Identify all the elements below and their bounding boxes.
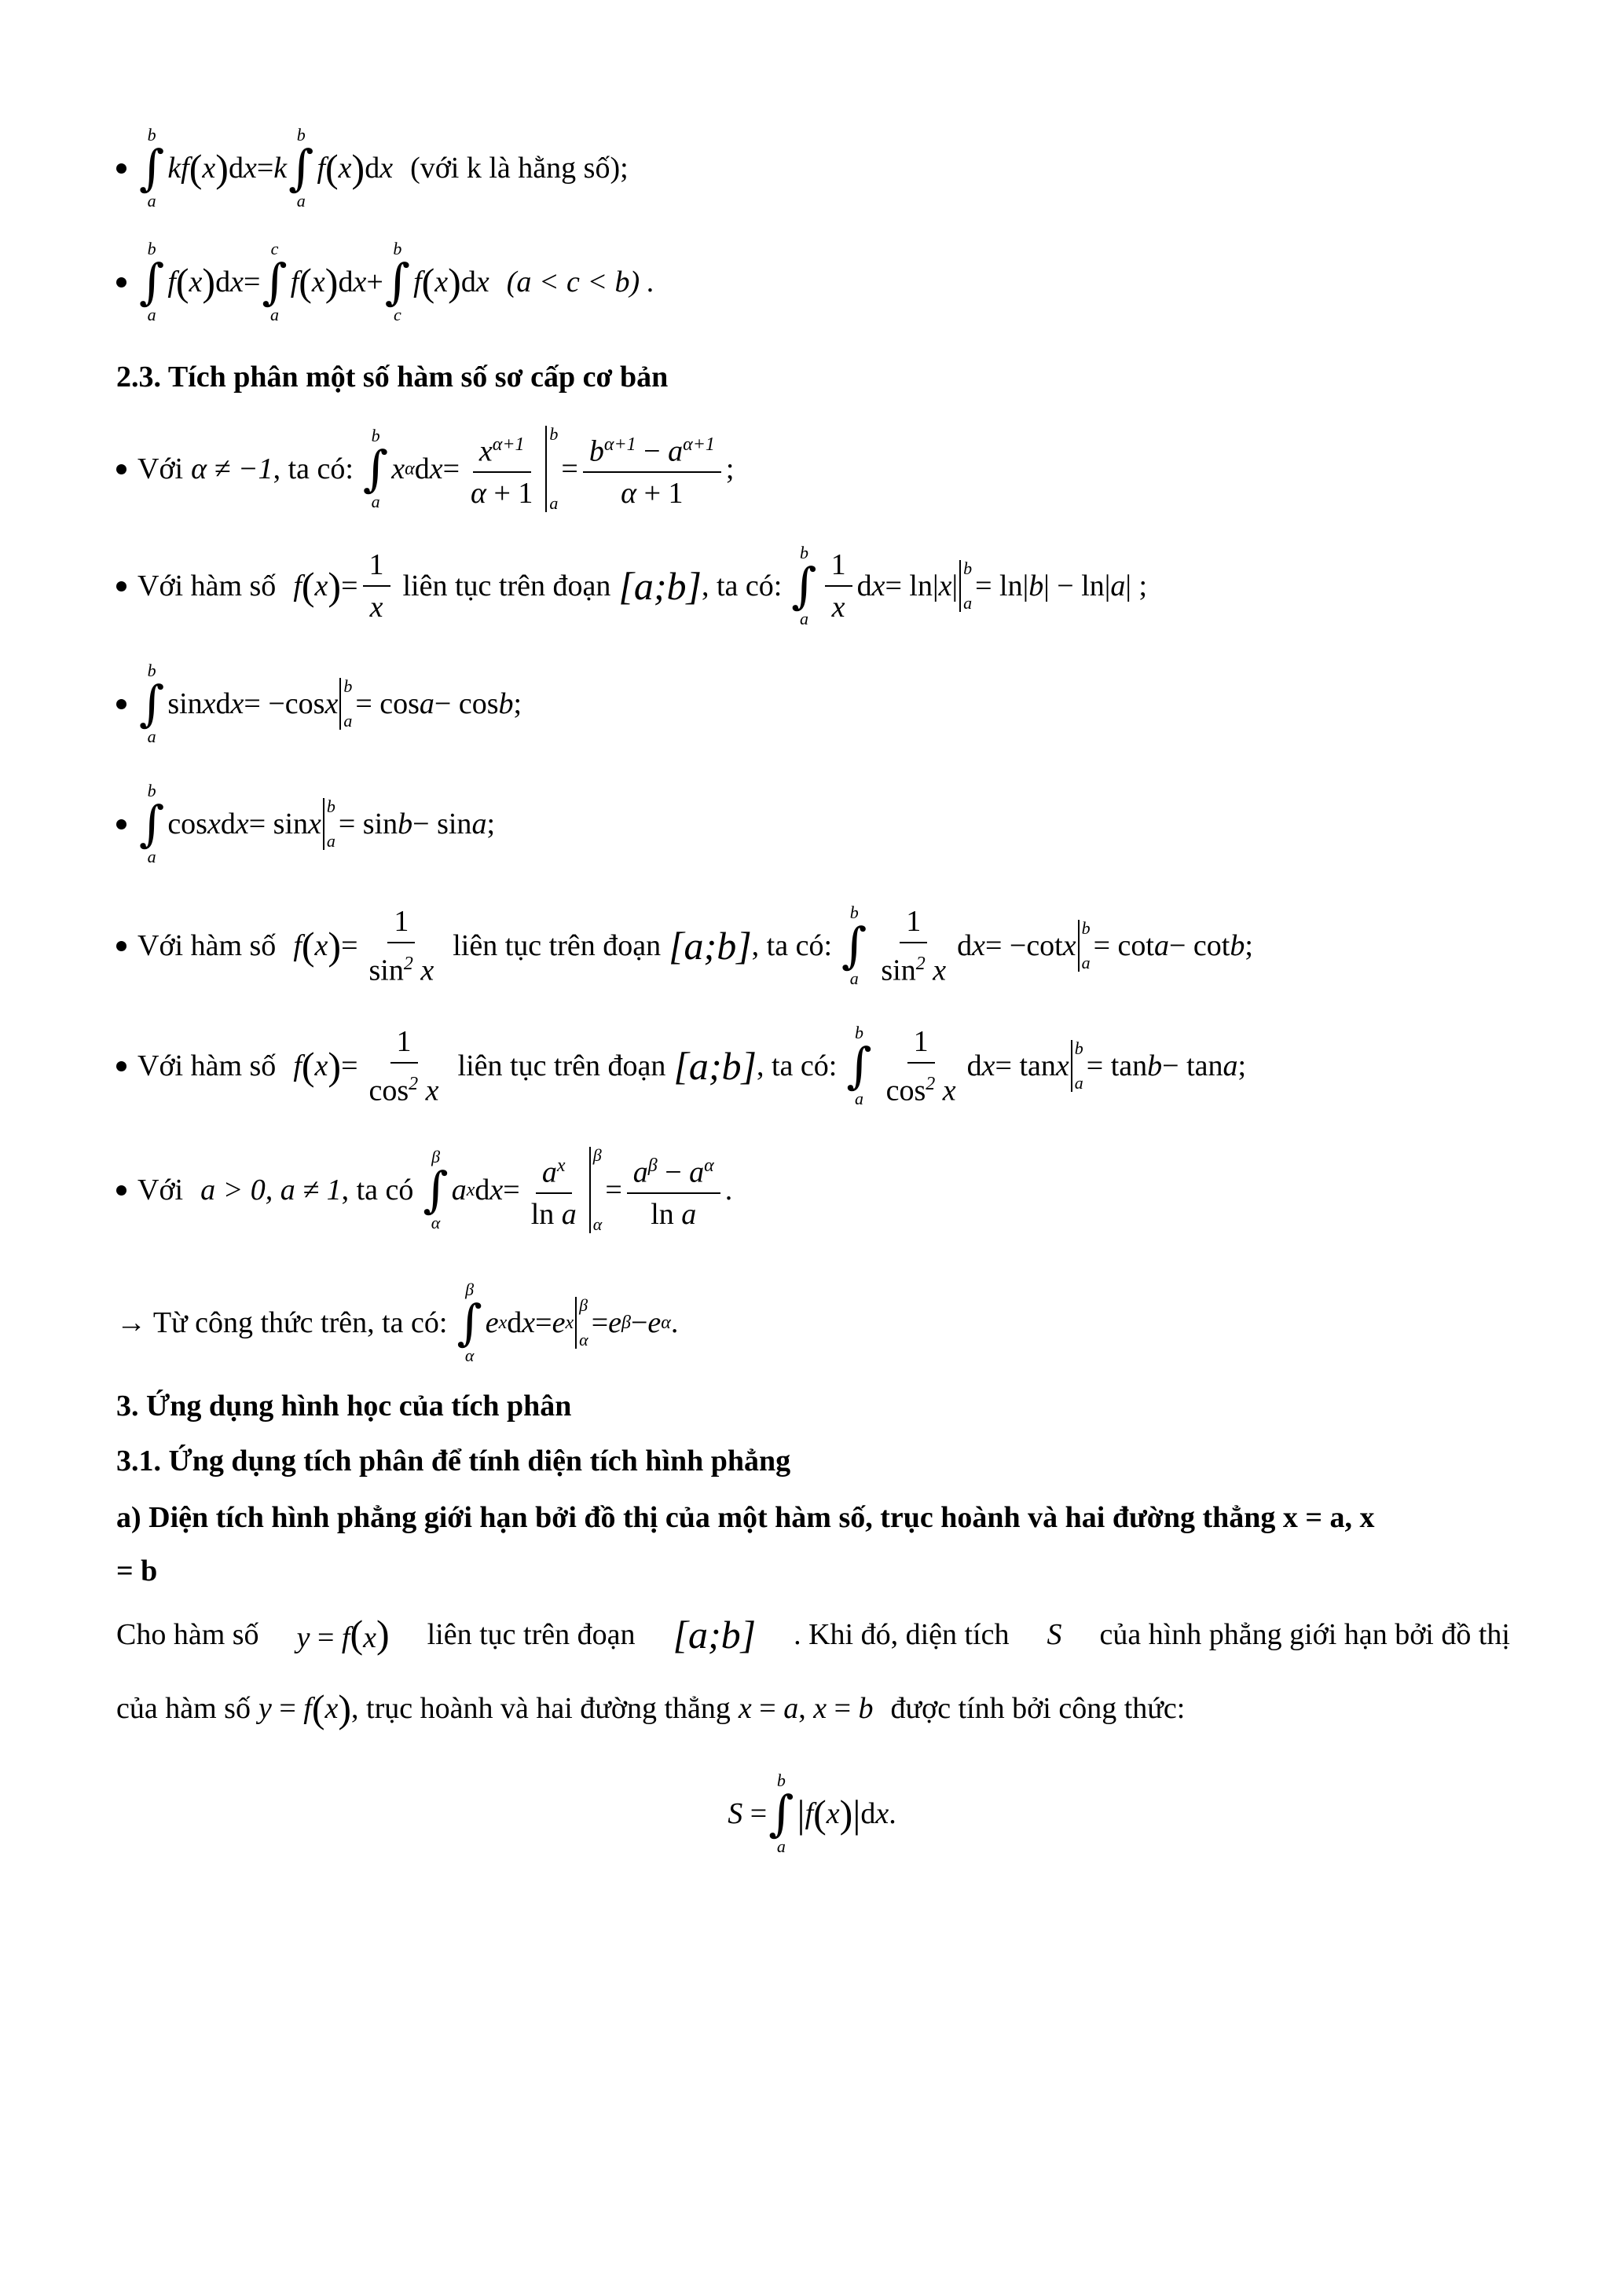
section-heading-a-cont: = b: [116, 1554, 158, 1587]
section-heading-3: 3. Ứng dụng hình học của tích phân: [116, 1390, 572, 1423]
integral-symbol: b ∫ a: [846, 1023, 872, 1108]
evaluation-bar: b a: [1078, 920, 1091, 972]
integral-symbol: b ∫ a: [139, 239, 165, 324]
section-heading-3-1: 3.1. Ứng dụng tích phân để tính diện tích hình phẳng: [116, 1445, 791, 1478]
integral-symbol: c ∫ a: [262, 239, 288, 324]
fraction: $\frac{1}{\sin^2 x}$: [368, 904, 434, 987]
fraction: $\frac{a^x}{\text{ln a}}$: [525, 1148, 583, 1232]
bullet-icon: [116, 163, 126, 174]
evaluation-bar: b a: [545, 426, 558, 512]
integral-symbol: b ∫ a: [139, 125, 165, 211]
evaluation-bar: β α: [575, 1297, 588, 1349]
formula-cos-rule: b ∫ a cos x d x = sin x b a = sin b − sin a ;: [116, 782, 495, 866]
formula-reciprocal-rule: Với hàm số f ( x ) = $\frac{1}{x}$ liên tục trên đoạn [a;b] , ta có: b ∫ a $\frac{1}{x}$ d x = ln| x | b a = ln| b | − ln| a | ;: [116, 544, 1147, 628]
evaluation-bar: b a: [339, 678, 352, 730]
additivity-condition: (a < c < b) .: [506, 265, 655, 298]
formula-sin-rule: b ∫ a sin x d x = −cos x b a = cos a − cos b ;: [116, 661, 522, 746]
bullet-icon: [116, 464, 126, 474]
linearity-note: (với k là hằng số);: [410, 152, 629, 185]
formula-exponential-rule: Với a > 0, a ≠ 1 , ta có β ∫ α a x d x = $\frac{a^x}{\text{ln a}}$ β α = $\frac{a^\beta - a^\alpha}{\text{ln a}}$ .: [116, 1147, 732, 1233]
fraction: $\frac{1}{x}$: [363, 547, 390, 624]
fraction: $\frac{1}{\sin^2 x}$: [881, 904, 947, 987]
integral-symbol: b ∫ c: [384, 239, 411, 324]
fraction: $\frac{b^{\alpha+1} - a^{\alpha+1}}{\alpha + 1}$: [583, 427, 721, 511]
integral-symbol: b ∫ a: [288, 125, 314, 211]
formula-tan-rule: Với hàm số f ( x ) = $\frac{1}{\cos^2 x}$ liên tục trên đoạn [a;b] , ta có: b ∫ a $\frac{1}{\cos^2 x}$ d x = tan x b a = tan b − tan a ;: [116, 1023, 1246, 1108]
fraction: $\frac{1}{\cos^2 x}$: [885, 1024, 956, 1108]
fraction: $\frac{1}{\cos^2 x}$: [368, 1024, 439, 1108]
evaluation-bar: β α: [589, 1147, 603, 1233]
integral-symbol: b ∫ a: [768, 1771, 794, 1856]
formula-power-rule: Với α ≠ −1 , ta có: b ∫ a x α d x = $\frac{x^{\alpha+1}}{\alpha + 1}$ b a = $\frac{b^{\alpha+1} - a^{\alpha+1}}{\alpha + 1}$ ;: [116, 426, 734, 512]
bullet-icon: [116, 941, 126, 951]
bullet-icon: [116, 581, 126, 591]
integral-symbol: b ∫ a: [139, 661, 165, 746]
bullet-icon: [116, 699, 126, 709]
bullet-icon: [116, 1061, 126, 1071]
paragraph-line-1: Cho hàm số y = f(x) liên tục trên đoạn [a;b] . Khi đó, diện tích S của hình phẳng giới hạn bởi đồ thị: [116, 1612, 1510, 1657]
bullet-icon: [116, 277, 126, 287]
integral-symbol: b ∫ a: [139, 781, 165, 866]
formula-e-rule: → Từ công thức trên, ta có: β ∫ α e x d x = e x β α = e β − e α .: [116, 1280, 679, 1365]
formula-cot-rule: Với hàm số f ( x ) = $\frac{1}{\sin^2 x}$ liên tục trên đoạn [a;b] , ta có: b ∫ a $\frac{1}{\sin^2 x}$ d x = −cot x b a = cot a − cot b ;: [116, 903, 1253, 988]
evaluation-bar: b a: [959, 560, 972, 612]
evaluation-bar: b a: [1071, 1040, 1083, 1092]
formula-additivity: b ∫ a f ( x ) d x = c ∫ a f ( x ) d x + b ∫ c f ( x ) d x (a < c < b) .: [116, 240, 654, 324]
fraction: $\frac{a^\beta - a^\alpha}{\text{ln a}}$: [627, 1148, 720, 1232]
paragraph-line-2: của hàm số y = f ( x ) , trục hoành và hai đường thẳng x = a , x = b được tính bởi công thức:: [116, 1686, 1186, 1730]
integral-symbol: b ∫ a: [791, 543, 817, 628]
formula-linearity: b ∫ a kf ( x ) d x = k b ∫ a f ( x ) d x (với k là hằng số);: [116, 126, 629, 211]
formula-area: S = b ∫ a | f ( x ) | d x .: [728, 1771, 896, 1856]
section-heading-2-3: 2.3. Tích phân một số hàm số sơ cấp cơ bản: [116, 361, 669, 394]
fraction: $\frac{1}{x}$: [825, 547, 852, 624]
bullet-icon: [116, 819, 126, 829]
section-heading-a: a) Diện tích hình phẳng giới hạn bởi đồ thị của một hàm số, trục hoành và hai đường thẳng x = a, x: [116, 1501, 1375, 1534]
integral-symbol: β ∫ α: [456, 1280, 482, 1365]
integral-symbol: β ∫ α: [423, 1147, 449, 1232]
integral-symbol: b ∫ a: [362, 426, 389, 511]
integral-symbol: b ∫ a: [841, 903, 867, 988]
fraction: $\frac{x^{\alpha+1}}{\alpha + 1}$: [464, 427, 539, 511]
bullet-icon: [116, 1185, 126, 1196]
evaluation-bar: b a: [323, 798, 335, 850]
